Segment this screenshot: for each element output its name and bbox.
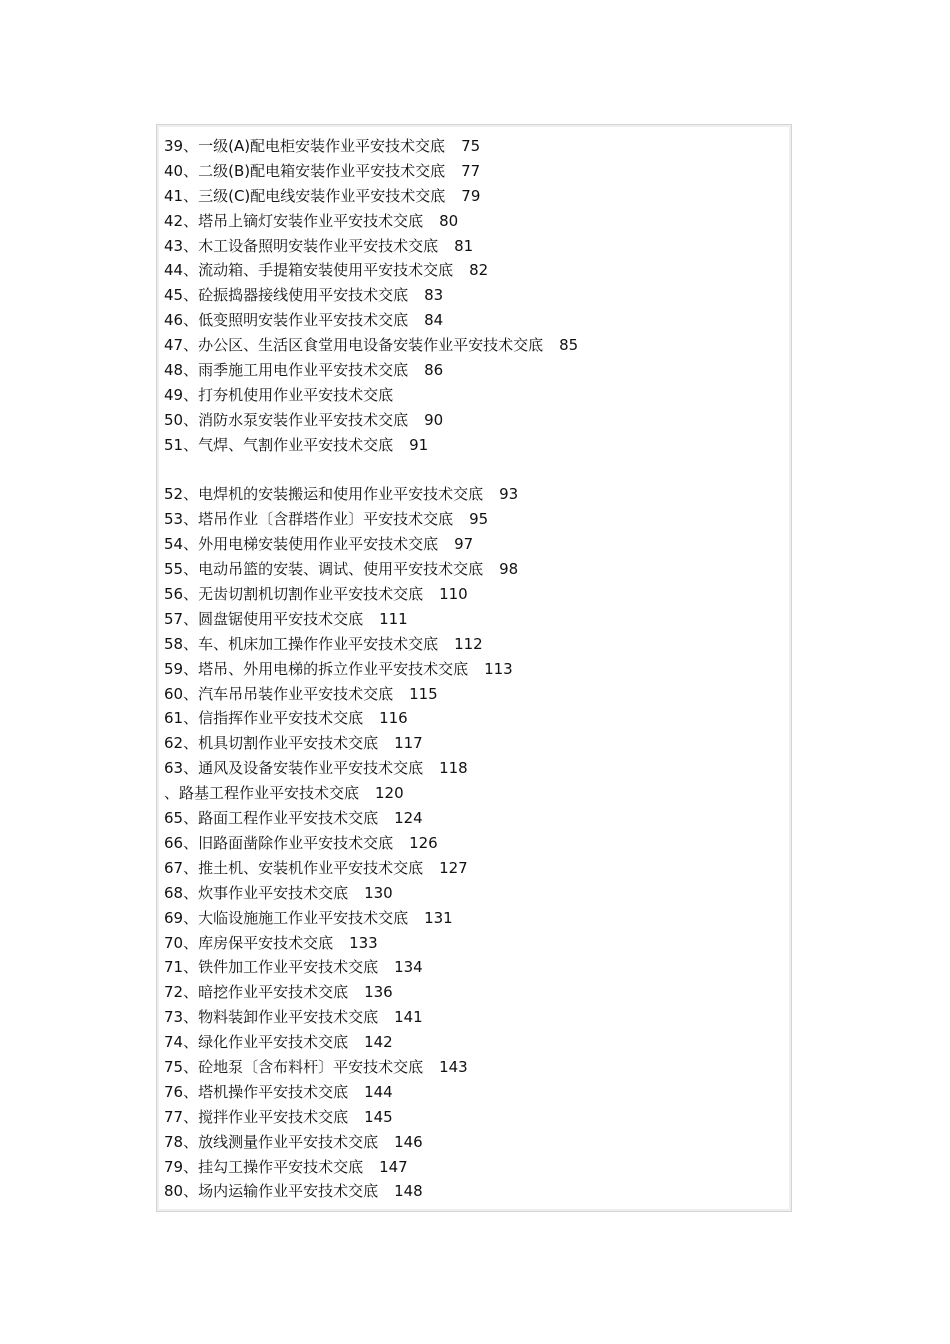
toc-entry-title: 50、消防水泵安装作业平安技术交底 — [164, 410, 409, 429]
toc-entry-title: 68、炊事作业平安技术交底 — [164, 883, 349, 902]
toc-entry — [164, 333, 578, 358]
toc-entry-page-number: 97 — [454, 535, 474, 554]
toc-entry-page-number: 83 — [424, 286, 444, 305]
toc-entry — [164, 906, 578, 931]
toc-entry-title: 78、放线测量作业平安技术交底 — [164, 1132, 379, 1151]
toc-entry — [164, 1080, 578, 1105]
toc-entry — [164, 458, 578, 483]
toc-entry-page-number: 134 — [394, 958, 423, 977]
toc-entry-title: 62、机具切割作业平安技术交底 — [164, 734, 379, 753]
toc-entry-title: 53、塔吊作业〔含群塔作业〕平安技术交底 — [164, 510, 454, 529]
toc-entry-title: 40、二级(B)配电箱安装作业平安技术交底 — [164, 161, 446, 180]
toc-entry-page-number: 126 — [409, 833, 438, 852]
toc-entry-title: 65、路面工程作业平安技术交底 — [164, 809, 379, 828]
toc-entry — [164, 632, 578, 657]
toc-entry — [164, 756, 578, 781]
toc-entry-title: 51、气焊、气割作业平安技术交底 — [164, 435, 394, 454]
toc-entry-title: 49、打夯机使用作业平安技术交底 — [164, 385, 394, 404]
toc-entry — [164, 980, 578, 1005]
toc-entry — [164, 1179, 578, 1204]
toc-entry-page-number: 120 — [375, 784, 404, 803]
toc-entry-page-number: 144 — [364, 1082, 393, 1101]
toc-entry-title: 41、三级(C)配电线安装作业平安技术交底 — [164, 186, 446, 205]
toc-entry — [164, 557, 578, 582]
toc-entry-page-number: 113 — [484, 659, 513, 678]
toc-entry-title: 43、木工设备照明安装作业平安技术交底 — [164, 236, 439, 255]
toc-entry — [164, 1030, 578, 1055]
toc-entry-title: 71、铁件加工作业平安技术交底 — [164, 958, 379, 977]
toc-entry-title: 66、旧路面凿除作业平安技术交底 — [164, 833, 394, 852]
toc-entry — [164, 881, 578, 906]
toc-entry-page-number: 124 — [394, 809, 423, 828]
toc-entry-page-number: 75 — [461, 137, 481, 155]
toc-entry-title: 63、通风及设备安装作业平安技术交底 — [164, 759, 424, 778]
toc-entry-page-number: 118 — [439, 759, 468, 778]
toc-entry — [164, 955, 578, 980]
toc-entry-page-number: 142 — [364, 1033, 393, 1052]
toc-entry-page-number: 148 — [394, 1182, 423, 1201]
toc-entry — [164, 433, 578, 458]
toc-entry — [164, 134, 578, 159]
toc-entry-title: 52、电焊机的安装搬运和使用作业平安技术交底 — [164, 485, 484, 504]
toc-entry — [164, 682, 578, 707]
toc-entry-title: 45、砼振捣器接线使用平安技术交底 — [164, 286, 409, 305]
toc-entry-page-number: 77 — [461, 161, 481, 180]
toc-entry — [164, 831, 578, 856]
toc-entry-title: 54、外用电梯安装使用作业平安技术交底 — [164, 535, 439, 554]
toc-entry-title: 58、车、机床加工操作作业平安技术交底 — [164, 634, 439, 653]
toc-entry-page-number: 143 — [439, 1057, 468, 1076]
toc-entry-page-number: 127 — [439, 858, 468, 877]
toc-entry — [164, 931, 578, 956]
toc-entry — [164, 358, 578, 383]
toc-entry-title: 67、推土机、安装机作业平安技术交底 — [164, 858, 424, 877]
toc-entry — [164, 1105, 578, 1130]
toc-entry-title: 61、信指挥作业平安技术交底 — [164, 709, 364, 728]
toc-entry-page-number: 84 — [424, 311, 444, 330]
toc-entry-page-number: 136 — [364, 983, 393, 1002]
toc-entry — [164, 308, 578, 333]
toc-entry-title: 80、场内运输作业平安技术交底 — [164, 1182, 379, 1201]
toc-entry-title: 75、砼地泵〔含布料杆〕平安技术交底 — [164, 1057, 424, 1076]
toc-entry — [164, 1055, 578, 1080]
toc-entry-page-number: 85 — [559, 336, 579, 355]
toc-entry-page-number: 146 — [394, 1132, 423, 1151]
toc-entry-page-number: 98 — [499, 560, 519, 579]
toc-entry-page-number: 112 — [454, 634, 483, 653]
toc-entry-title: 39、一级(A)配电柜安装作业平安技术交底 — [164, 137, 446, 155]
toc-entry-page-number: 133 — [349, 933, 378, 952]
toc-entry — [164, 209, 578, 234]
toc-entry — [164, 184, 578, 209]
toc-entry-title: 59、塔吊、外用电梯的拆立作业平安技术交底 — [164, 659, 469, 678]
toc-entry — [164, 1005, 578, 1030]
toc-entry — [164, 1155, 578, 1180]
toc-entry — [164, 159, 578, 184]
toc-entry-title: 69、大临设施施工作业平安技术交底 — [164, 908, 409, 927]
toc-entry — [164, 731, 578, 756]
toc-entry — [164, 856, 578, 881]
toc-entry-title: 44、流动箱、手提箱安装使用平安技术交底 — [164, 261, 454, 280]
toc-entry-page-number: 131 — [424, 908, 453, 927]
toc-entry — [164, 532, 578, 557]
toc-entry-page-number: 111 — [379, 609, 408, 628]
toc-entry-title: 55、电动吊篮的安装、调试、使用平安技术交底 — [164, 560, 484, 579]
toc-entry — [164, 383, 578, 408]
toc-entry-page-number: 110 — [439, 585, 468, 604]
toc-entry — [164, 507, 578, 532]
toc-entry-page-number: 130 — [364, 883, 393, 902]
toc-entry-title: 42、塔吊上镝灯安装作业平安技术交底 — [164, 211, 424, 230]
toc-entry-page-number: 79 — [461, 186, 481, 205]
toc-entry-title: 74、绿化作业平安技术交底 — [164, 1033, 349, 1052]
toc-entry-page-number: 116 — [379, 709, 408, 728]
toc-entry-page-number: 80 — [439, 211, 459, 230]
toc-entry — [164, 408, 578, 433]
toc-entry — [164, 806, 578, 831]
toc-entry-title: 77、搅拌作业平安技术交底 — [164, 1107, 349, 1126]
table-of-contents — [164, 134, 578, 1204]
toc-entry-title: 76、塔机操作平安技术交底 — [164, 1082, 349, 1101]
toc-entry-page-number: 86 — [424, 361, 444, 380]
toc-entry-title: 70、库房保平安技术交底 — [164, 933, 334, 952]
toc-entry-title: 57、圆盘锯使用平安技术交底 — [164, 609, 364, 628]
toc-entry — [164, 482, 578, 507]
toc-entry-title: 60、汽车吊吊装作业平安技术交底 — [164, 684, 394, 703]
toc-entry — [164, 234, 578, 259]
toc-entry — [164, 582, 578, 607]
toc-entry-page-number: 117 — [394, 734, 423, 753]
toc-entry — [164, 283, 578, 308]
toc-entry-title: 46、低变照明安装作业平安技术交底 — [164, 311, 409, 330]
toc-entry-page-number: 82 — [469, 261, 489, 280]
toc-entry — [164, 657, 578, 682]
toc-entry-title: 72、暗挖作业平安技术交底 — [164, 983, 349, 1002]
toc-entry-page-number: 81 — [454, 236, 474, 255]
toc-entry — [164, 607, 578, 632]
toc-entry — [164, 706, 578, 731]
toc-entry-page-number: 115 — [409, 684, 438, 703]
toc-entry-page-number: 91 — [409, 435, 429, 454]
toc-entry-title: 、路基工程作业平安技术交底 — [164, 784, 360, 803]
toc-entry-page-number: 95 — [469, 510, 489, 529]
toc-entry-title: 56、无齿切割机切割作业平安技术交底 — [164, 585, 424, 604]
toc-entry-page-number: 93 — [499, 485, 519, 504]
toc-entry-title: 73、物料装卸作业平安技术交底 — [164, 1008, 379, 1027]
toc-entry-title: 79、挂勾工操作平安技术交底 — [164, 1157, 364, 1176]
toc-entry-page-number: 145 — [364, 1107, 393, 1126]
toc-entry-title: 48、雨季施工用电作业平安技术交底 — [164, 361, 409, 380]
toc-entry-page-number: 141 — [394, 1008, 423, 1027]
toc-entry-page-number: 90 — [424, 410, 444, 429]
toc-entry-title: 47、办公区、生活区食堂用电设备安装作业平安技术交底 — [164, 336, 544, 355]
toc-entry-page-number: 147 — [379, 1157, 408, 1176]
toc-entry — [164, 781, 578, 806]
toc-entry — [164, 1130, 578, 1155]
toc-entry — [164, 258, 578, 283]
